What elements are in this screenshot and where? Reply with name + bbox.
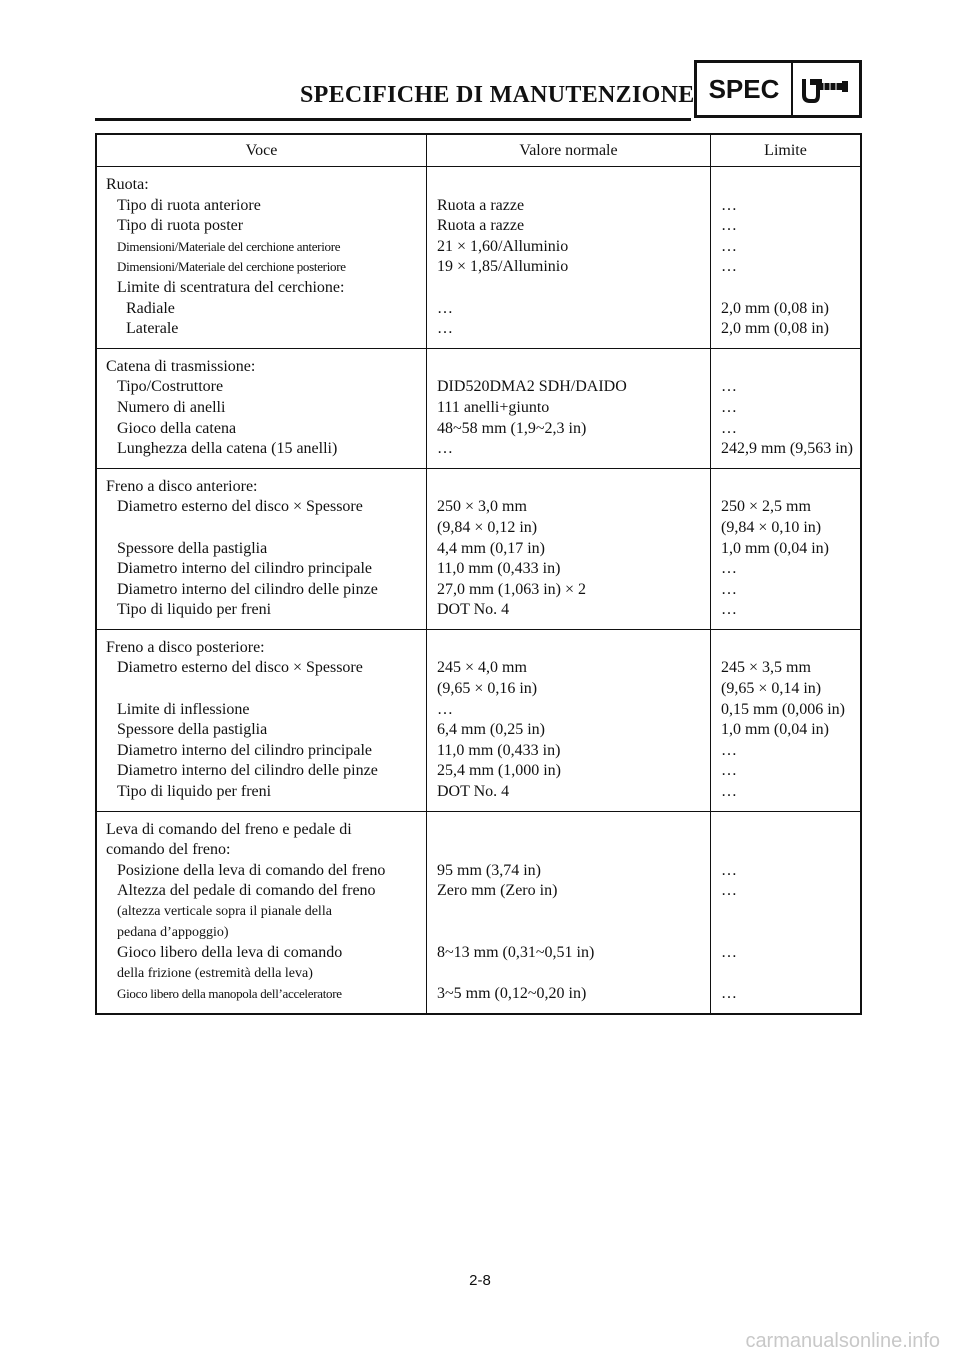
cell-line: 1,0 mm (0,04 in) [721,721,829,739]
cell-line: … [721,985,737,1003]
cell-line: Freno a disco posteriore: [106,638,265,656]
cell-line: Altezza del pedale di comando del freno [117,882,376,900]
cell-line: 19 × 1,85/Alluminio [437,258,569,276]
cell-line: 245 × 3,5 mm [721,659,811,677]
cell-line: … [721,783,737,801]
cell-line: … [721,217,737,235]
cell-line: … [721,419,737,437]
cell-line [106,679,426,700]
cell-line [437,477,710,498]
cell-line: 2,0 mm (0,08 in) [721,299,829,317]
cell-line: … [721,762,737,780]
cell-line: … [721,601,737,619]
value-cell [427,348,711,468]
cell-line [721,820,860,841]
value-cell [427,468,711,629]
cell-line: 0,15 mm (0,006 in) [721,700,845,718]
cell-line: … [721,378,737,396]
cell-line: Diametro interno del cilindro principale [117,560,373,578]
limit-cell [711,167,862,349]
cell-line: Spessore della pastiglia [117,721,268,739]
cell-line: 250 × 2,5 mm [721,498,811,516]
cell-line: DID520DMA2 SDH/DAIDO [437,378,627,396]
spec-badge-label: SPEC [697,63,793,115]
cell-line [437,820,710,841]
cell-line [721,840,860,861]
cell-line: 2,0 mm (0,08 in) [721,320,829,338]
cell-line: Diametro esterno del disco × Spessore [117,659,363,677]
column-header-voce: Voce [96,134,427,167]
cell-line: 4,4 mm (0,17 in) [437,539,545,557]
cell-line: … [721,258,737,276]
cell-line [721,175,860,196]
cell-line [437,902,710,923]
cell-line: Ruota a razze [437,217,525,235]
cell-line [106,518,426,539]
cell-line: … [721,196,737,214]
item-cell [96,468,427,629]
cell-line: Ruota: [106,176,149,193]
cell-line: 3~5 mm (0,12~0,20 in) [437,985,587,1003]
cell-line: (9,65 × 0,14 in) [721,680,822,698]
cell-line: (9,65 × 0,16 in) [437,680,538,698]
cell-line: Limite di scentratura del cerchione: [117,278,345,296]
cell-line: … [721,944,737,962]
cell-line: … [721,580,737,598]
value-cell [427,811,711,1014]
cell-line: Freno a disco anteriore: [106,477,258,495]
cell-line: Posizione della leva di comando del freno [117,861,386,879]
cell-line: … [721,882,737,900]
cell-line: 27,0 mm (1,063 in) × 2 [437,580,587,598]
cell-line [721,902,860,923]
limit-cell [711,468,862,629]
table-row [96,348,861,468]
item-cell [96,167,427,349]
cell-line: … [437,700,453,718]
limit-cell [711,629,862,811]
cell-line: Diametro esterno del disco × Spessore [117,498,363,516]
cell-line: Dimensioni/Materiale del cerchione anteriore [117,238,341,254]
watermark: carmanualsonline.info [745,1330,940,1352]
item-cell [96,811,427,1014]
cell-line: … [721,237,737,255]
value-cell [427,167,711,349]
cell-line: … [437,440,453,458]
cell-line: della frizione (estremità della leva) [117,965,313,981]
limit-cell [711,348,862,468]
column-header-limite: Limite [711,134,862,167]
cell-line: DOT No. 4 [437,601,510,619]
cell-line: Tipo di liquido per freni [117,783,272,801]
value-cell [427,629,711,811]
cell-line: … [437,299,453,317]
cell-line: … [721,560,737,578]
cell-line: 242,9 mm (9,563 in) [721,440,853,458]
cell-line [437,638,710,659]
cell-line: 8~13 mm (0,31~0,51 in) [437,944,595,962]
cell-line: Numero di anelli [117,398,226,416]
cell-line: Laterale [126,320,179,338]
cell-line: 25,4 mm (1,000 in) [437,762,561,780]
cell-line: Catena di trasmissione: [106,357,256,375]
cell-line: Tipo di liquido per freni [117,601,272,619]
cell-line [721,357,860,378]
cell-line: 1,0 mm (0,04 in) [721,539,829,557]
cell-line: Diametro interno del cilindro principale [117,741,373,759]
cell-line: 11,0 mm (0,433 in) [437,560,561,578]
cell-line: comando del freno: [106,841,231,859]
cell-line [721,964,860,985]
table-row [96,167,861,349]
cell-line: 6,4 mm (0,25 in) [437,721,545,739]
cell-line [721,477,860,498]
cell-line [437,357,710,378]
cell-line: 245 × 4,0 mm [437,659,527,677]
cell-line: pedana d’appoggio) [117,924,229,940]
cell-line: Radiale [126,299,175,317]
cell-line: DOT No. 4 [437,783,510,801]
cell-line [437,175,710,196]
cell-line: Ruota a razze [437,196,525,214]
cell-line: Gioco della catena [117,419,237,437]
cell-line: … [437,320,453,338]
table-header-row [96,134,861,167]
cell-line: Spessore della pastiglia [117,539,268,557]
cell-line: (9,84 × 0,12 in) [437,518,538,536]
table-row [96,629,861,811]
cell-line: Lunghezza della catena (15 anelli) [117,440,338,458]
cell-line: Gioco libero della manopola dell’acceleratore [117,986,342,1002]
cell-line [721,923,860,944]
table-row [96,811,861,1014]
cell-line: Diametro interno del cilindro delle pinze [117,762,378,780]
cell-line: … [721,741,737,759]
spec-table [95,133,862,1015]
page-title: SPECIFICHE DI MANUTENZIONE [300,82,695,108]
cell-line: 11,0 mm (0,433 in) [437,741,561,759]
spec-badge [694,60,862,118]
cell-line [437,278,710,299]
cell-line: … [721,861,737,879]
cell-line [437,964,710,985]
cell-line [437,923,710,944]
cell-line: Diametro interno del cilindro delle pinze [117,580,378,598]
cell-line: 250 × 3,0 mm [437,498,527,516]
cell-line: 111 anelli+giunto [437,398,550,416]
limit-cell [711,811,862,1014]
cell-line [721,638,860,659]
header-rule [95,118,691,121]
cell-line: Tipo di ruota anteriore [117,196,261,214]
cell-line: (9,84 × 0,10 in) [721,518,822,536]
cell-line [721,278,860,299]
cell-line [437,840,710,861]
page-number: 2-8 [469,1272,491,1289]
cell-line: Limite di inflessione [117,700,250,718]
cell-line: Gioco libero della leva di comando [117,944,343,962]
cell-line: Leva di comando del freno e pedale di [106,820,352,838]
item-cell [96,348,427,468]
cell-line: Tipo di ruota poster [117,217,244,235]
cell-line: (altezza verticale sopra il pianale della [117,904,332,919]
table-row [96,468,861,629]
cell-line: Zero mm (Zero in) [437,882,558,900]
cell-line: 48~58 mm (1,9~2,3 in) [437,419,587,437]
column-header-valore: Valore normale [427,134,711,167]
item-cell [96,629,427,811]
cell-line: Dimensioni/Materiale del cerchione posteriore [117,259,346,275]
caliper-gauge-icon [793,63,859,115]
cell-line: 21 × 1,60/Alluminio [437,237,569,255]
cell-line: Tipo/Costruttore [117,378,224,396]
cell-line: 95 mm (3,74 in) [437,861,541,879]
cell-line: … [721,398,737,416]
